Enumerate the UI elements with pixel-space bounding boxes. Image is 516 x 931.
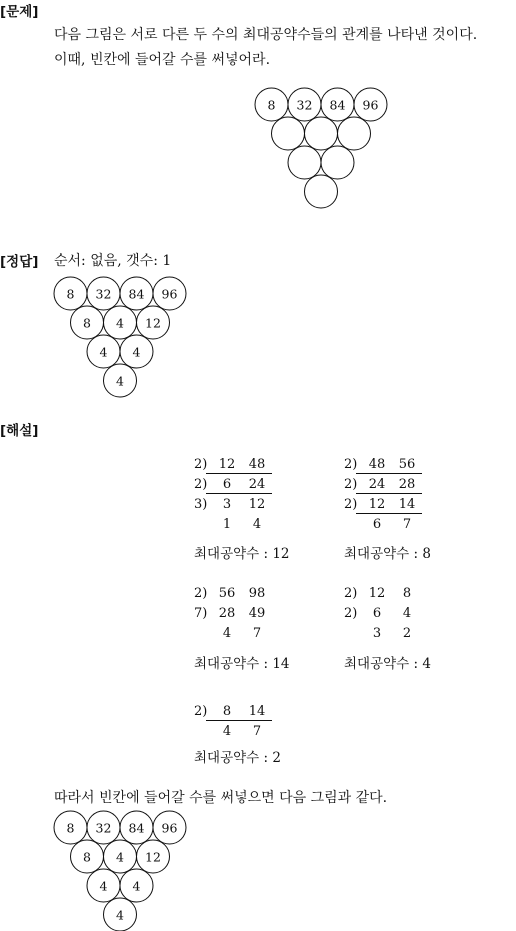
node-circle (272, 117, 305, 150)
node-circle (321, 146, 354, 179)
gcd-node-circle (288, 146, 321, 179)
node-value: 84 (128, 820, 145, 836)
node-value: 84 (128, 286, 145, 302)
node-circle (338, 117, 371, 150)
gcd-result-3: 최대공약수 : 14 (194, 656, 290, 672)
node-circle (305, 175, 338, 208)
answer-tag: [정답] (0, 254, 39, 270)
node-value: 32 (95, 820, 112, 836)
gcd-node-circle (104, 364, 137, 397)
gcd-node-circle (87, 335, 120, 368)
node-value: 32 (296, 97, 313, 113)
gcd-node-circle (321, 88, 354, 121)
gcd-result-4: 최대공약수 : 4 (344, 656, 431, 672)
node-circle (288, 146, 321, 179)
node-value: 8 (83, 315, 91, 331)
node-value: 84 (329, 97, 346, 113)
problem-triangle (254, 87, 388, 208)
gcd-node-circle (71, 840, 104, 873)
explanation-triangle (53, 810, 187, 931)
node-value: 4 (116, 849, 124, 865)
node-value: 4 (116, 315, 124, 331)
gcd-node-circle (137, 840, 170, 873)
answer-triangle (53, 276, 187, 397)
node-value: 4 (99, 878, 108, 894)
node-value: 96 (161, 820, 178, 836)
gcd-node-circle (305, 175, 338, 208)
gcd-node-circle (71, 306, 104, 339)
gcd-node-circle (137, 306, 170, 339)
node-circle (305, 117, 338, 150)
node-value: 4 (99, 344, 108, 360)
node-value: 96 (362, 97, 379, 113)
gcd-node-circle (120, 277, 153, 310)
problem-tag: [문제] (0, 4, 39, 20)
gcd-result-5: 최대공약수 : 2 (194, 750, 281, 766)
node-value: 4 (132, 878, 141, 894)
gcd-node-circle (104, 898, 137, 931)
gcd-node-circle (120, 811, 153, 844)
gcd-node-circle (288, 88, 321, 121)
gcd-node-circle (338, 117, 371, 150)
node-value: 8 (66, 820, 75, 836)
gcd-node-circle (354, 88, 387, 121)
node-value: 4 (132, 344, 141, 360)
gcd-node-circle (87, 811, 120, 844)
gcd-node-circle (120, 869, 153, 902)
gcd-result-1: 최대공약수 : 12 (194, 546, 290, 562)
node-value: 8 (66, 286, 75, 302)
gcd-node-circle (153, 811, 186, 844)
node-value: 96 (161, 286, 178, 302)
problem-text-line2: 이때, 빈칸에 들어갈 수를 써넣어라. (54, 52, 271, 68)
answer-summary: 순서: 없음, 갯수: 1 (54, 253, 172, 269)
explanation-conclusion: 따라서 빈칸에 들어갈 수를 써넣으면 다음 그림과 같다. (54, 790, 388, 806)
gcd-node-circle (120, 335, 153, 368)
explanation-tag: [해설] (0, 423, 39, 439)
node-value: 4 (116, 907, 124, 923)
gcd-node-circle (272, 117, 305, 150)
gcd-node-circle (153, 277, 186, 310)
node-value: 8 (267, 97, 276, 113)
gcd-result-2: 최대공약수 : 8 (344, 546, 431, 562)
gcd-node-circle (87, 277, 120, 310)
gcd-node-circle (54, 277, 87, 310)
gcd-node-circle (54, 811, 87, 844)
node-value: 4 (116, 373, 124, 389)
gcd-node-circle (104, 840, 137, 873)
gcd-node-circle (305, 117, 338, 150)
node-value: 12 (145, 315, 161, 331)
node-value: 32 (95, 286, 112, 302)
gcd-node-circle (87, 869, 120, 902)
problem-text-line1: 다음 그림은 서로 다른 두 수의 최대공약수들의 관계를 나타낸 것이다. (54, 27, 478, 43)
node-value: 8 (83, 849, 91, 865)
node-value: 12 (145, 849, 161, 865)
gcd-node-circle (104, 306, 137, 339)
gcd-node-circle (321, 146, 354, 179)
gcd-node-circle (255, 88, 288, 121)
